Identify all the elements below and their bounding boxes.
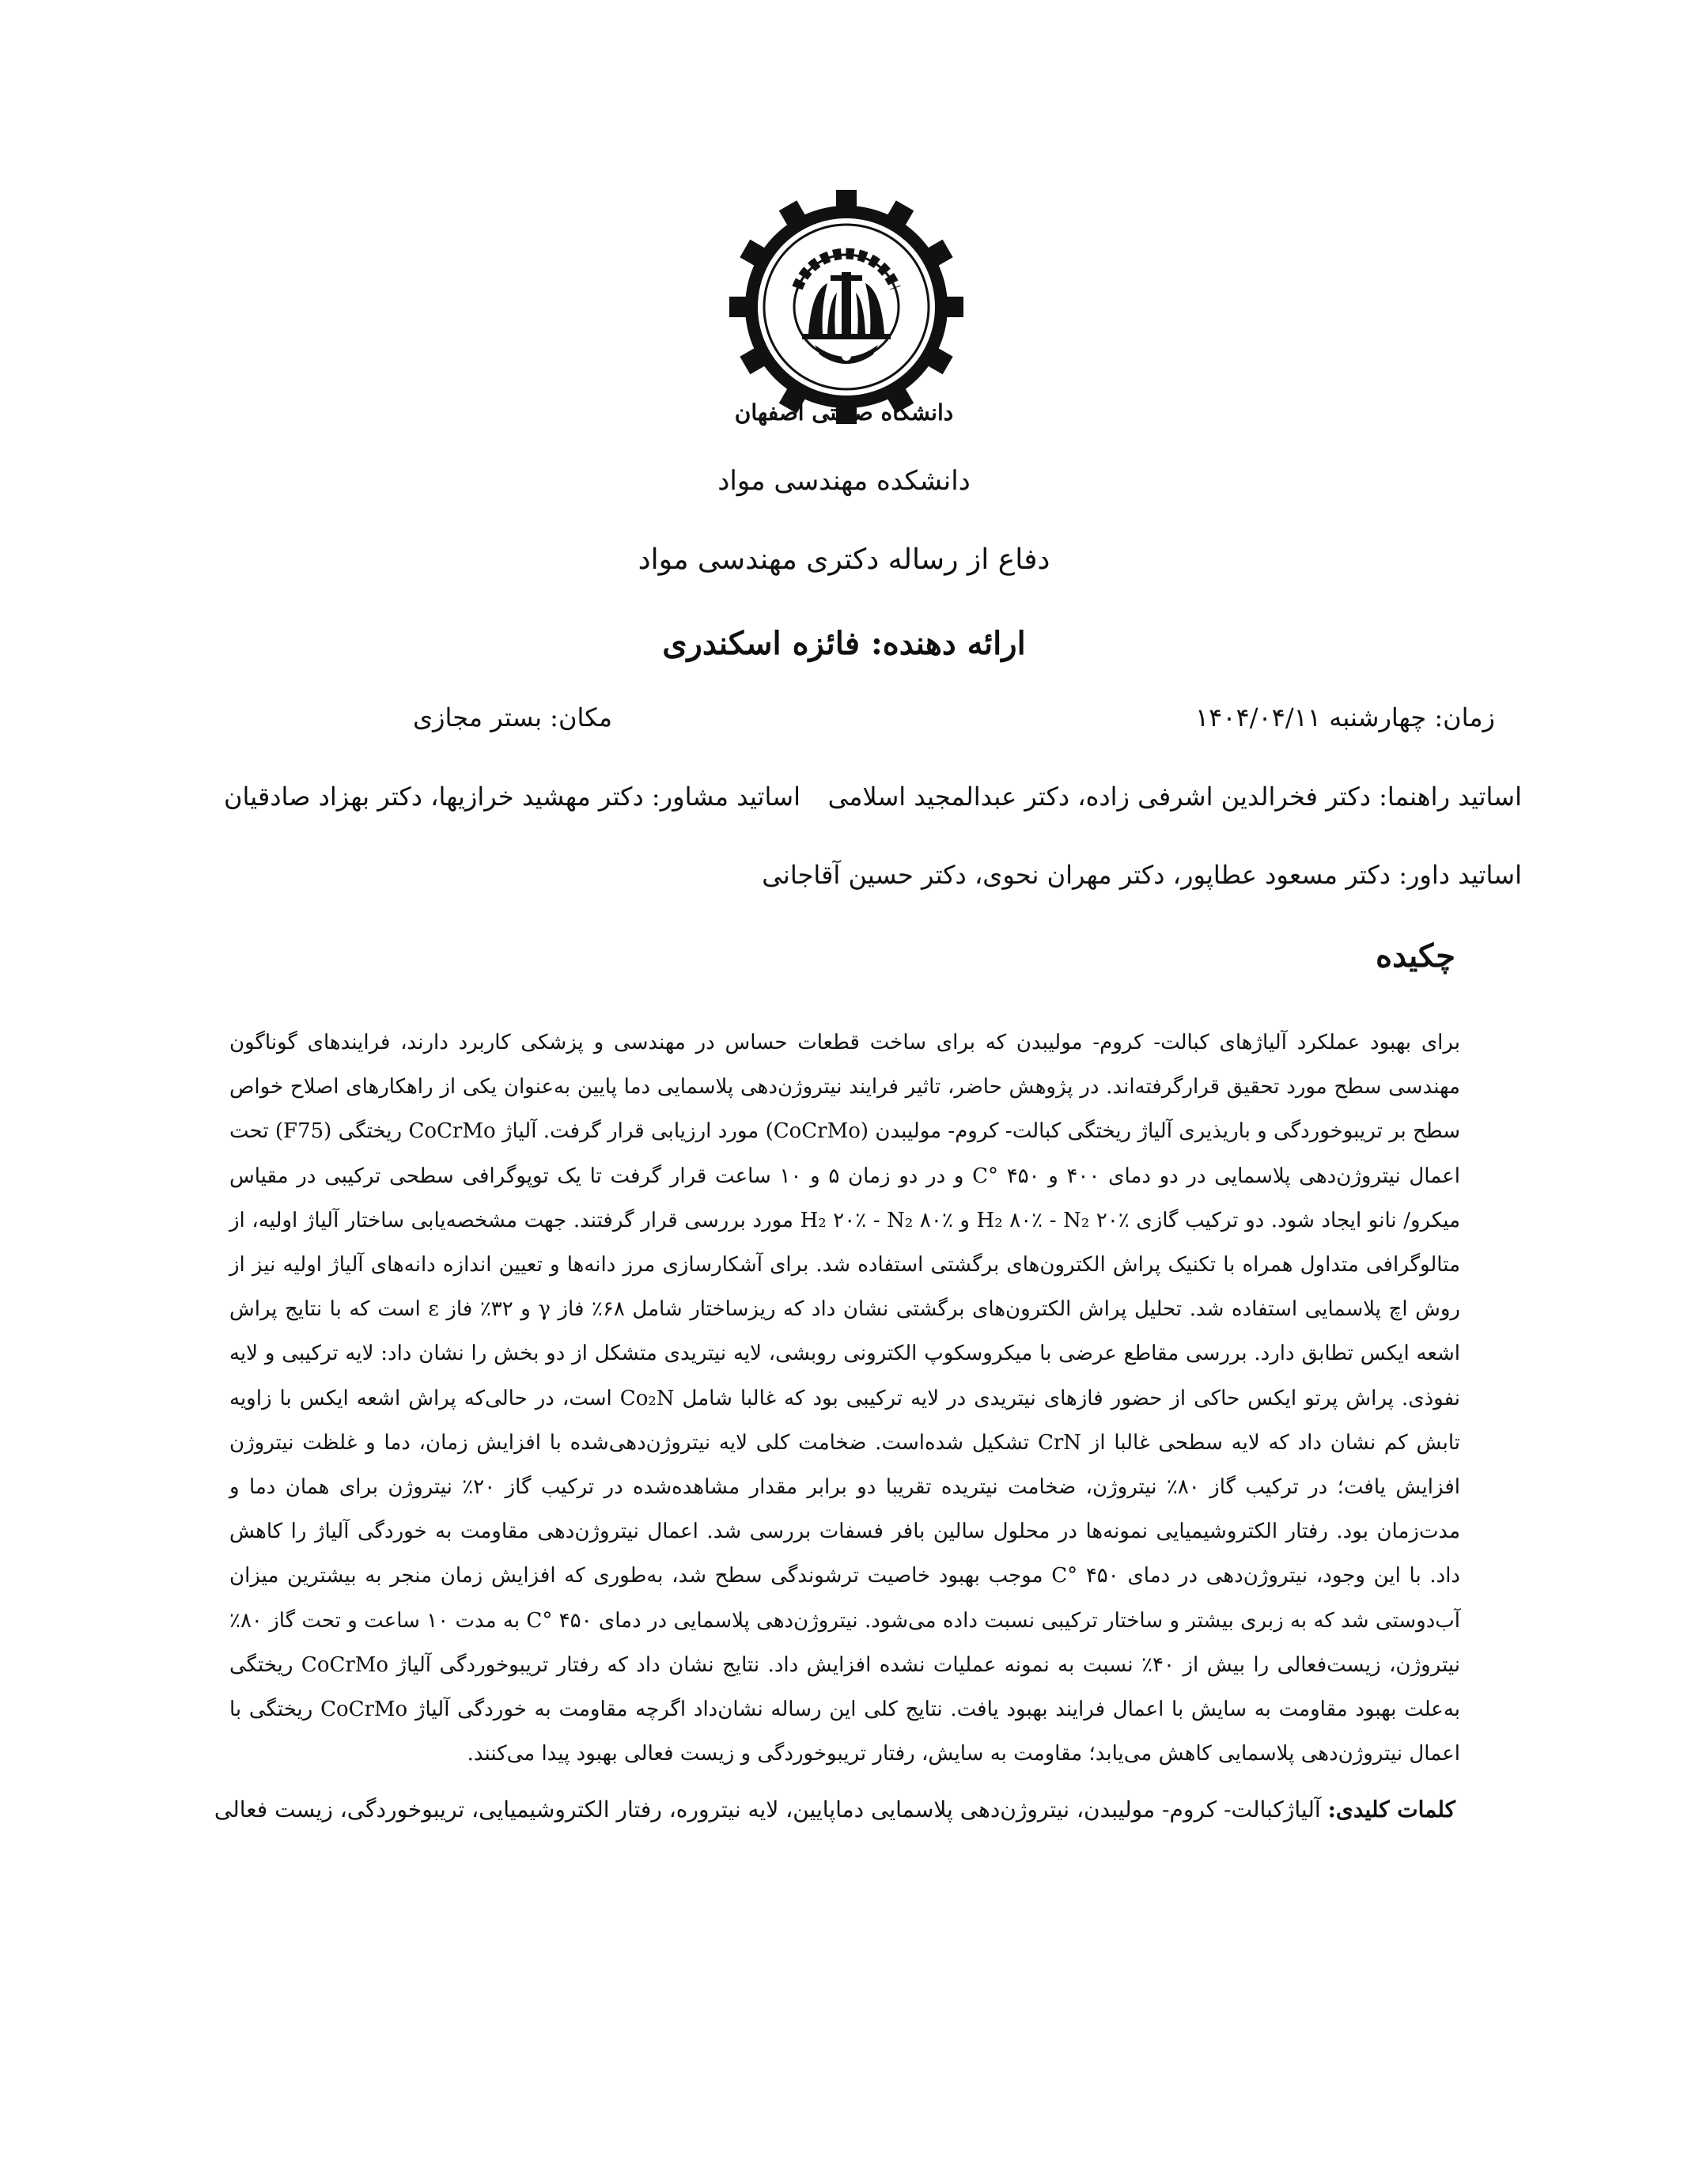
university-name: دانشگاه صنعتی اصفهان — [734, 399, 954, 426]
keywords-line — [214, 1796, 1455, 1823]
event-title: دفاع از رساله دکتری مهندسی مواد — [638, 543, 1050, 576]
advisors-info: اساتید مشاور: دکتر مهشید خرازیها، دکتر بهزاد صادقیان — [224, 782, 800, 812]
keywords-label: کلمات کلیدی: — [1327, 1796, 1455, 1823]
faculty-name: دانشکده مهندسی مواد — [717, 465, 971, 497]
abstract-title: چکیده — [1376, 937, 1455, 975]
place-info: مکان: بستر مجازی — [413, 702, 612, 732]
abstract-body: برای بهبود عملکرد آلیاژهای کبالت- کروم- مولیبدن که برای ساخت قطعات حساس در مهندسی و پزشکی کاربرد دارند، فرایندهای گوناگون مهندسی سطح مورد تحقیق قرارگرفته‌اند. در پژوهش حاضر، تاثیر فرایند نیتروژن‌دهی پلاسمایی دما پایین به‌عنوان یکی از راهکارهای اصلاح خواص سطح بر تریبوخوردگی و باریذیری آلیاژ ریختگی کبالت- کروم- مولیبدن (CoCrMo) مورد ارزیابی قرار گرفت. آلیاژ CoCrMo ریختگی (F75) تحت اعمال نیتروژن‌دهی پلاسمایی در دو دمای ۴۰۰ و ۴۵۰ °C و در دو زمان ۵ و ۱۰ ساعت قرار گرفت تا یک توپوگرافی سطحی ترکیبی در مقیاس میکرو/ نانو ایجاد شود. دو ترکیب گازی H₂ ۸۰٪ - N₂ ۲۰٪ و H₂ ۲۰٪ - N₂ ۸۰٪ مورد بررسی قرار گرفتند. جهت مشخصه‌یابی ساختار آلیاژ اولیه، از متالوگرافی متداول همراه با تکنیک پراش الکترون‌های برگشتی استفاده شد. برای آشکارسازی مرز دانه‌ها و تعیین اندازه دانه‌های آلیاژ اولیه نیز از روش اچ پلاسمایی استفاده شد. تحلیل پراش الکترون‌های برگشتی نشان داد که ریزساختار شامل ۶۸٪ فاز γ و ۳۲٪ فاز ε است که با نتایج پراش اشعه ایکس تطابق دارد. بررسی مقاطع عرضی با میکروسکوپ الکترونی روبشی، لایه نیتریدی متشکل از دو بخش را نشان داد: لایه ترکیبی و لایه نفوذی. پراش پرتو ایکس حاکی از حضور فازهای نیتریدی در لایه ترکیبی بود که غالبا شامل Co₂N است، در حالی‌که پراش اشعه ایکس با زاویه تابش کم نشان داد که لایه سطحی غالبا از CrN تشکیل شده‌است. ضخامت کلی لایه نیتروژن‌دهی‌شده با افزایش زمان، دما و غلظت نیتروژن افزایش یافت؛ در ترکیب گاز ۸۰٪ نیتروژن، ضخامت نیتریده تقریبا دو برابر مقدار مشاهده‌شده در ترکیب گاز ۲۰٪ نیتروژن برای همان دما و مدت‌زمان بود. رفتار الکتروشیمیایی نمونه‌ها در محلول سالین بافر فسفات بررسی شد. اعمال نیتروژن‌دهی مقاومت به خوردگی آلیاژ را کاهش داد. با این وجود، نیتروژن‌دهی در دمای ۴۵۰ °C موجب بهبود خاصیت ترشوندگی سطح شد، به‌طوری که افزایش زمان منجر به بیشترین میزان آب‌دوستی شد که به زبری بیشتر و ساختار ترکیبی نسبت داده می‌شود. نیتروژن‌دهی پلاسمایی در دمای ۴۵۰ °C به مدت ۱۰ ساعت و تحت گاز ۸۰٪ نیتروژن، زیست‌فعالی را بیش از ۴۰٪ نسبت به نمونه عملیات نشده افزایش داد. نتایج نشان داد که رفتار تریبوخوردگی آلیاژ CoCrMo ریختگی به‌علت بهبود مقاومت به سایش با اعمال فرایند بهبود یافت. نتایج کلی این رساله نشان‌داد اگرچه مقاومت به خوردگی آلیاژ CoCrMo ریختگی با اعمال نیتروژن‌دهی پلاسمایی کاهش می‌یابد؛ مقاومت به سایش، رفتار تریبوخوردگی و زیست فعالی بهبود پیدا می‌کنند. — [229, 1031, 1461, 1766]
supervisors-info: اساتید راهنما: دکتر فخرالدین اشرفی زاده، دکتر عبدالمجید اسلامی — [827, 782, 1522, 812]
presenter-name: ارائه دهنده: فائزه اسکندری — [662, 625, 1026, 662]
keywords-text: آلیاژکبالت- کروم- مولیبدن، نیتروژن‌دهی پلاسمایی دماپایین، لایه نیتروره، رفتار الکتروشیمیایی، تریبوخوردگی، زیست فعالی — [214, 1796, 1321, 1823]
time-info: زمان: چهارشنبه ۱۴۰۴/۰۴/۱۱ — [1194, 702, 1495, 732]
university-seal-icon — [728, 188, 965, 426]
referees-info: اساتید داور: دکتر مسعود عطاپور، دکتر مهران نحوی، دکتر حسین آقاجانی — [762, 860, 1522, 890]
